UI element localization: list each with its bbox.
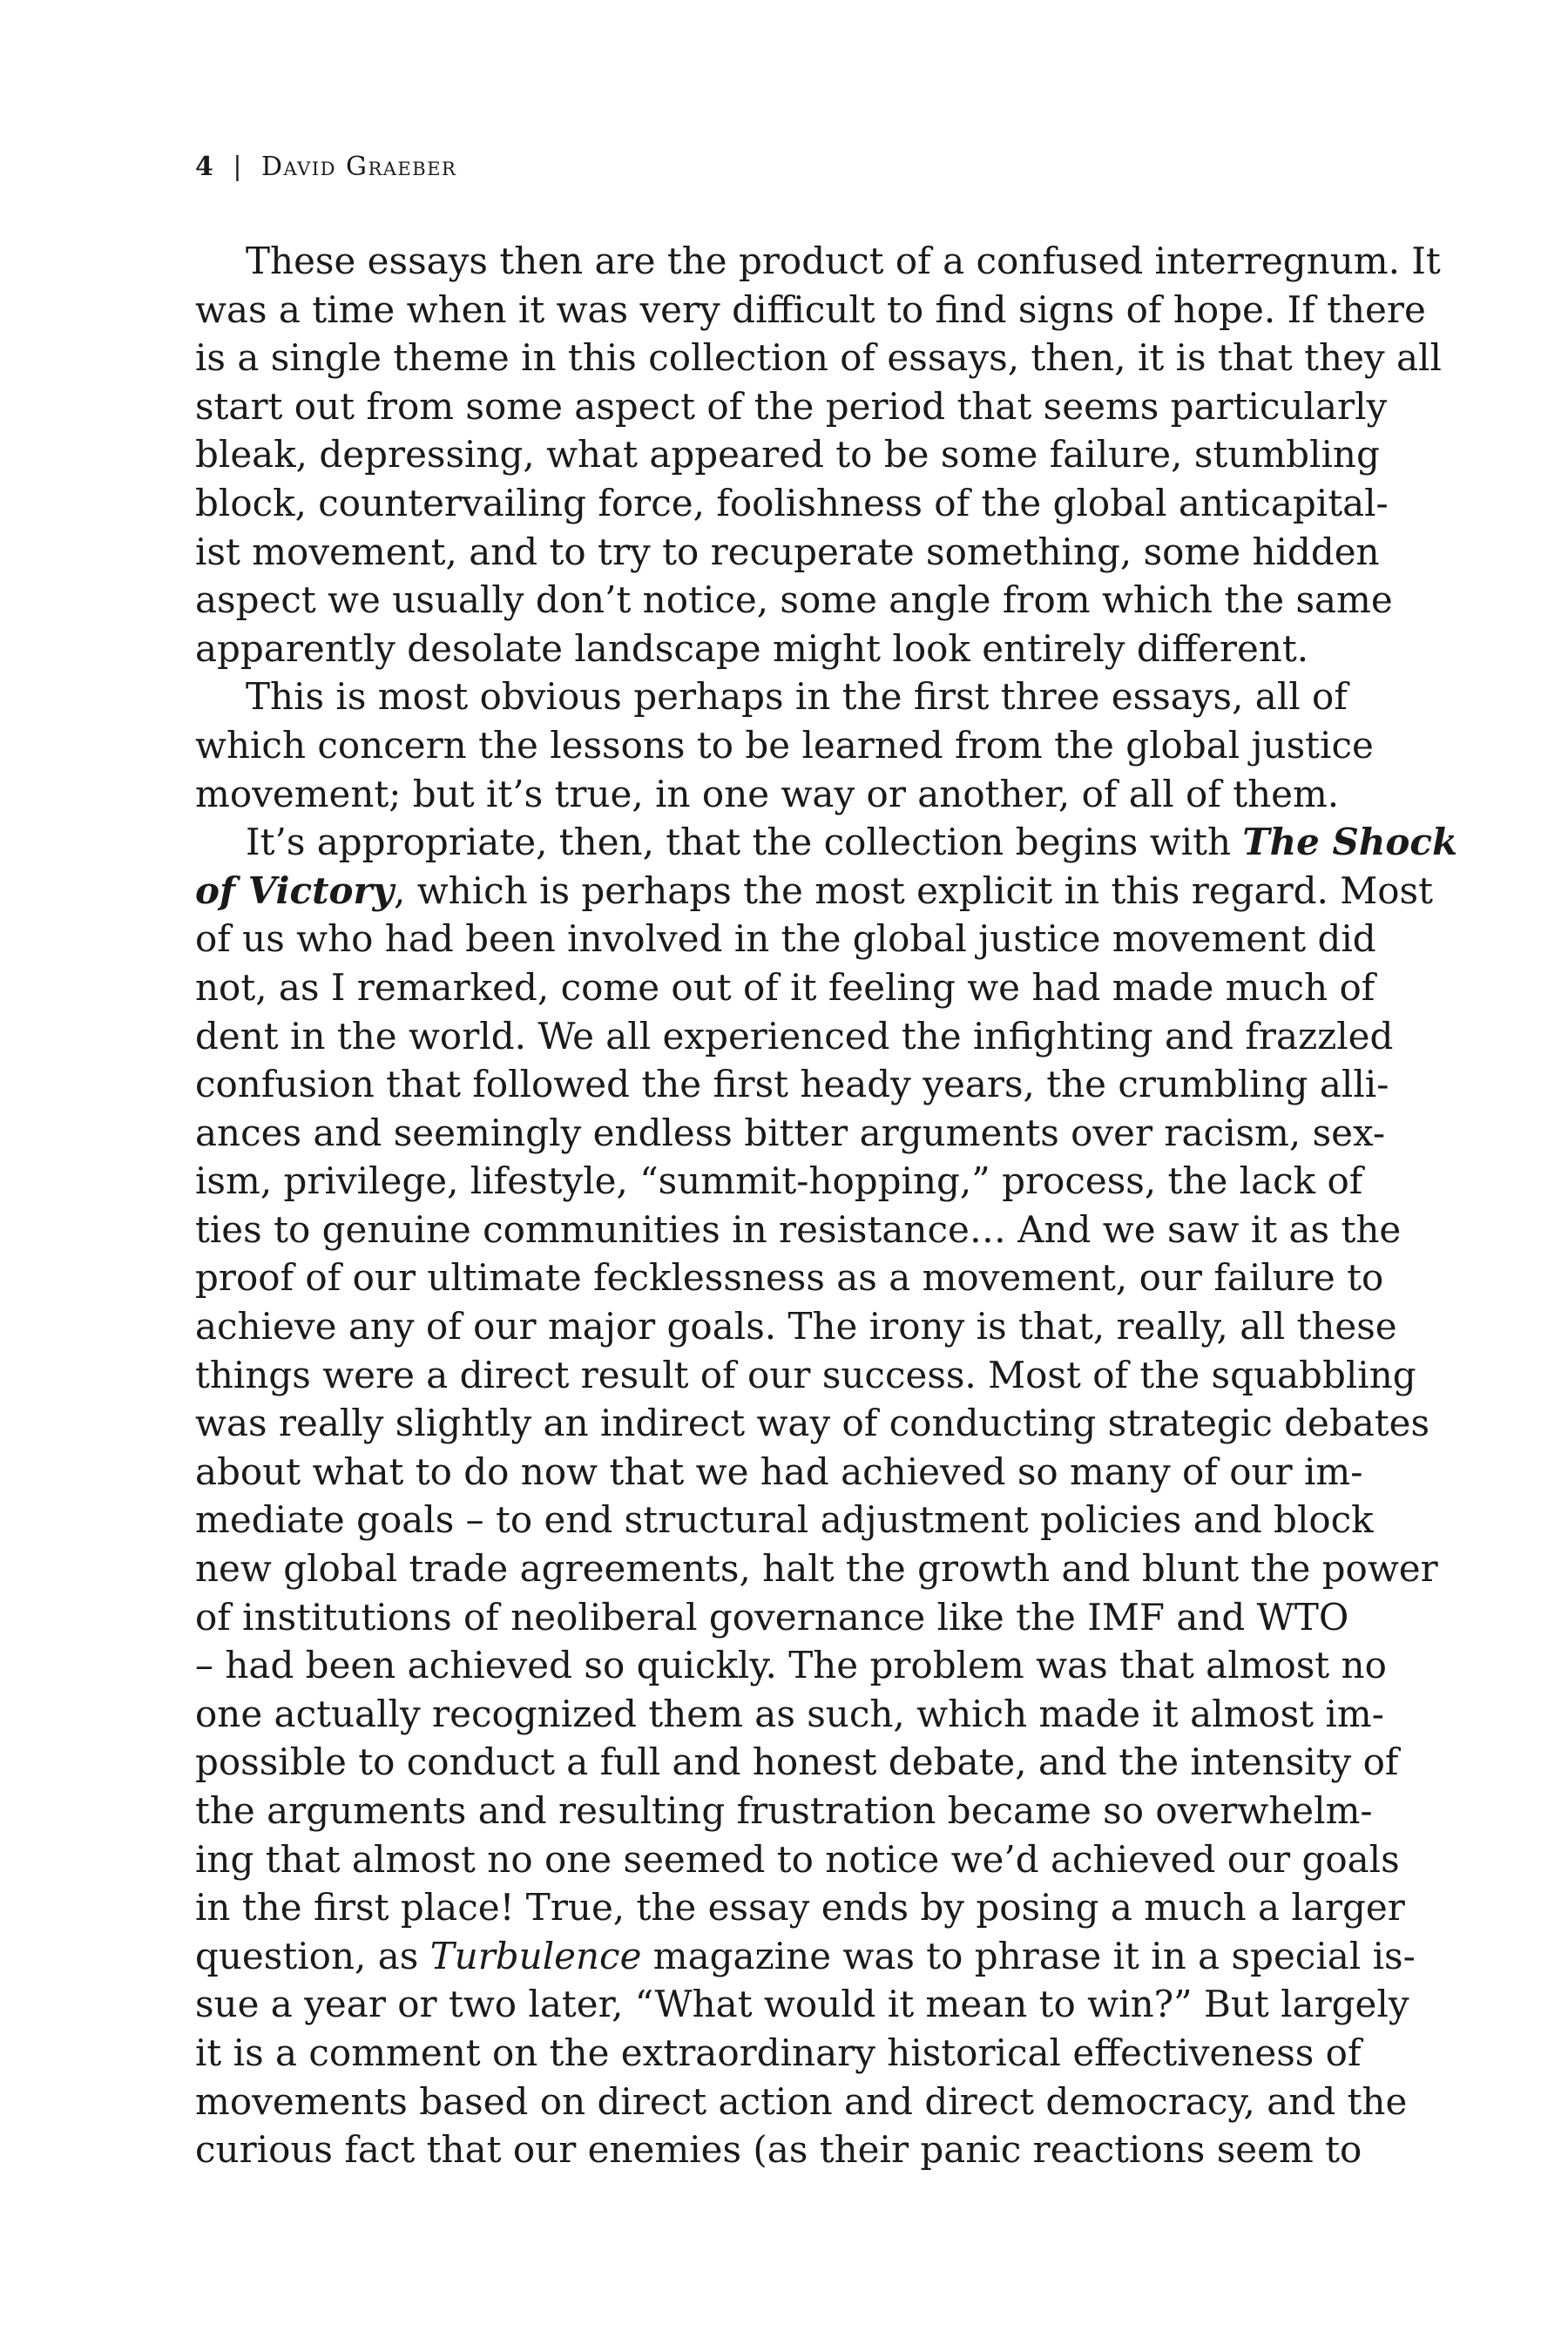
text-line: curious fact that our enemies (as their panic reactions seem to <box>195 2128 1362 2172</box>
text-line: movement; but it’s true, in one way or another, of all of them. <box>195 772 1340 815</box>
text-line: one actually recognized them as such, which made it almost im- <box>195 1692 1384 1735</box>
page-number: 4 <box>195 152 214 182</box>
running-head-author: David Graeber <box>260 152 457 182</box>
text-line: dent in the world. We all experienced the infighting and frazzled <box>195 1014 1394 1058</box>
text-line: achieve any of our major goals. The irony is that, really, all these <box>195 1305 1397 1348</box>
text-line: it is a comment on the extraordinary historical effectiveness of <box>195 2031 1362 2074</box>
text-line: possible to conduct a full and honest debate, and the intensity of <box>195 1740 1399 1784</box>
text-line: new global trade agreements, halt the growth and blunt the power <box>195 1547 1438 1591</box>
text-line: ing that almost no one seemed to notice we’d achieved our goals <box>195 1837 1400 1881</box>
text-line: was really slightly an indirect way of conducting strategic debates <box>195 1402 1430 1445</box>
essay-title: The Shock <box>1242 821 1458 864</box>
text-line <box>195 1932 1416 1981</box>
text-run: It’s appropriate, then, that the collection begins with <box>246 821 1243 864</box>
text-line: not, as I remarked, come out of it feeling we had made much of <box>195 965 1375 1009</box>
text-line: the arguments and resulting frustration became so overwhelm- <box>195 1789 1373 1832</box>
text-line: ist movement, and to try to recuperate something, some hidden <box>195 530 1380 573</box>
text-line: ances and seemingly endless bitter arguments over racism, sex- <box>195 1111 1386 1154</box>
magazine-title: Turbulence <box>429 1934 642 1977</box>
body-text <box>195 237 1458 2174</box>
text-line: aspect we usually don’t notice, some angle from which the same <box>195 578 1393 622</box>
text-line: – had been achieved so quickly. The problem was that almost no <box>195 1644 1387 1687</box>
text-line: ism, privilege, lifestyle, “summit-hopping,” process, the lack of <box>195 1159 1363 1203</box>
text-line: mediate goals – to end structural adjustment policies and block <box>195 1498 1374 1542</box>
text-line: which concern the lessons to be learned from the global justice <box>195 723 1374 767</box>
text-line: sue a year or two later, “What would it mean to win?” But largely <box>195 1983 1409 2026</box>
text-line: apparently desolate landscape might look entirely different. <box>195 626 1309 670</box>
text-line: in the first place! True, the essay ends by posing a much a larger <box>195 1886 1405 1930</box>
text-line: things were a direct result of our success. Most of the squabbling <box>195 1353 1416 1396</box>
text-line: of institutions of neoliberal governance like the IMF and WTO <box>195 1595 1349 1639</box>
text-line: This is most obvious perhaps in the first three essays, all of <box>246 675 1348 719</box>
text-line: is a single theme in this collection of essays, then, it is that they all <box>195 336 1442 380</box>
text-line: start out from some aspect of the period that seems particularly <box>195 384 1388 428</box>
text-line: confusion that followed the first heady years, the crumbling alli- <box>195 1063 1389 1106</box>
text-line <box>195 818 1458 867</box>
running-head <box>195 150 456 185</box>
text-line: was a time when it was very difficult to find signs of hope. If there <box>195 287 1426 331</box>
essay-title: of Victory <box>195 868 395 912</box>
running-head-separator: | <box>233 152 242 182</box>
text-line: proof of our ultimate fecklessness as a movement, our failure to <box>195 1256 1384 1300</box>
text-run: , which is perhaps the most explicit in this regard. Most <box>394 868 1433 912</box>
text-line: block, countervailing force, foolishness of the global anticapital- <box>195 481 1389 524</box>
text-run: magazine was to phrase it in a special is- <box>641 1934 1416 1977</box>
text-line: about what to do now that we had achieved so many of our im- <box>195 1450 1363 1493</box>
text-line: ties to genuine communities in resistance… And we saw it as the <box>195 1207 1402 1251</box>
text-line: bleak, depressing, what appeared to be some failure, stumbling <box>195 433 1380 476</box>
text-line: These essays then are the product of a confused interregnum. It <box>246 240 1441 282</box>
text-line: movements based on direct action and direct democracy, and the <box>195 2079 1408 2123</box>
text-line: of us who had been involved in the global justice movement did <box>195 917 1376 961</box>
text-line <box>195 867 1433 916</box>
text-run: question, as <box>195 1934 430 1977</box>
